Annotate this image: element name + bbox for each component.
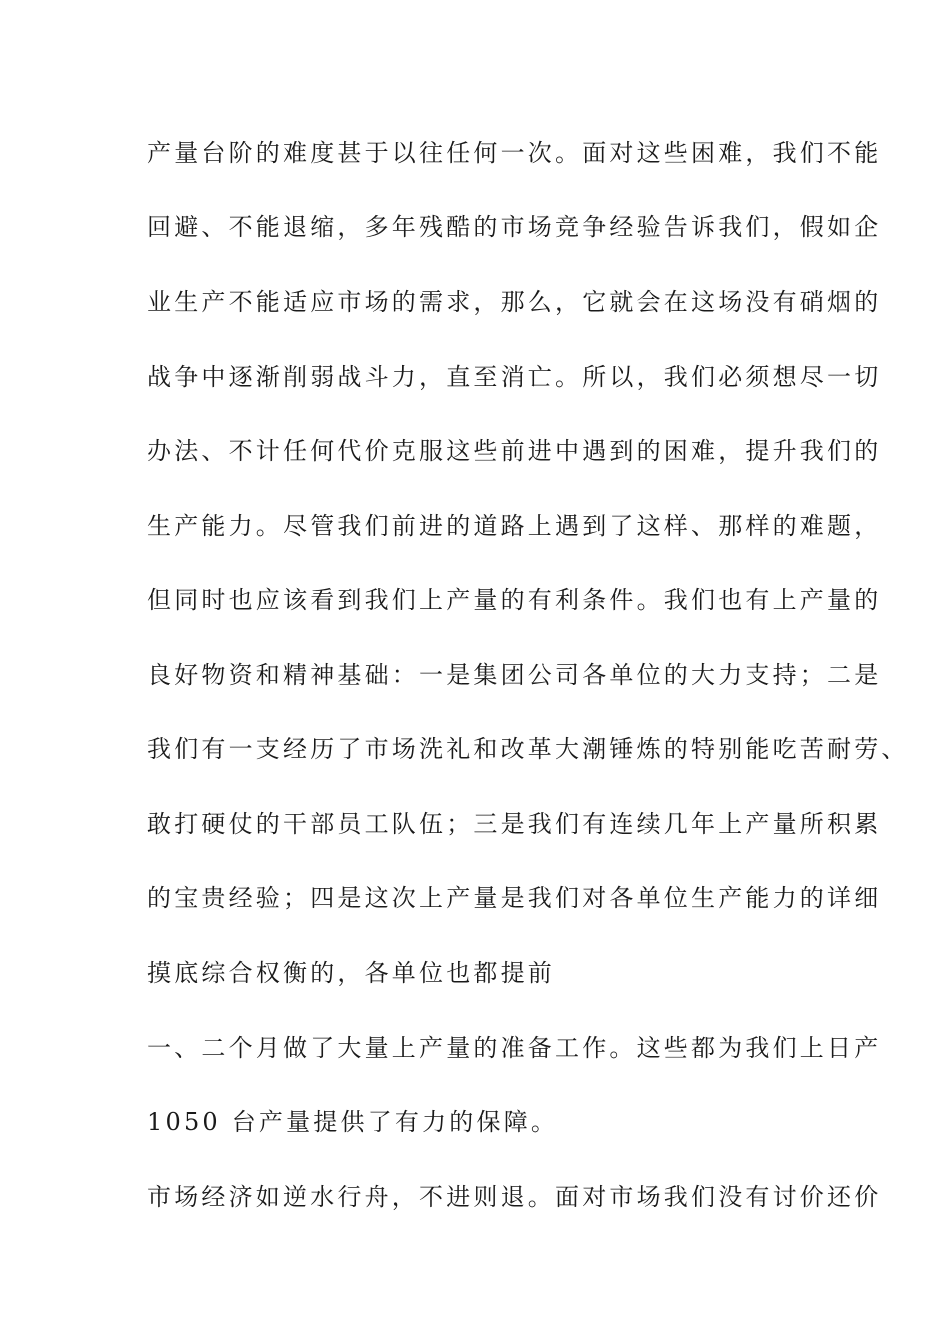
- paragraph-line: 战争中逐渐削弱战斗力，直至消亡。所以，我们必须想尽一切: [147, 363, 882, 391]
- paragraph-line: 敢打硬仗的干部员工队伍；三是我们有连续几年上产量所积累: [147, 810, 882, 838]
- paragraph-line: 良好物资和精神基础：一是集团公司各单位的大力支持；二是: [147, 661, 882, 689]
- paragraph-line: 我们有一支经历了市场洗礼和改革大潮锤炼的特别能吃苦耐劳、: [147, 735, 909, 763]
- paragraph-line: 回避、不能退缩，多年残酷的市场竞争经验告诉我们，假如企: [147, 213, 882, 241]
- paragraph-line: 一、二个月做了大量上产量的准备工作。这些都为我们上日产: [147, 1034, 882, 1062]
- paragraph-line: 办法、不计任何代价克服这些前进中遇到的困难，提升我们的: [147, 437, 882, 465]
- paragraph-line: 1050 台产量提供了有力的保障。: [147, 1108, 559, 1136]
- paragraph-line: 的宝贵经验；四是这次上产量是我们对各单位生产能力的详细: [147, 884, 882, 912]
- paragraph-line: 但同时也应该看到我们上产量的有利条件。我们也有上产量的: [147, 586, 882, 614]
- paragraph-line: 产量台阶的难度甚于以往任何一次。面对这些困难，我们不能: [147, 139, 882, 167]
- paragraph-line: 生产能力。尽管我们前进的道路上遇到了这样、那样的难题，: [147, 512, 882, 540]
- paragraph-line: 业生产不能适应市场的需求，那么，它就会在这场没有硝烟的: [147, 288, 882, 316]
- paragraph-line: 市场经济如逆水行舟，不进则退。面对市场我们没有讨价还价: [147, 1183, 882, 1211]
- paragraph-line: 摸底综合权衡的，各单位也都提前: [147, 959, 555, 987]
